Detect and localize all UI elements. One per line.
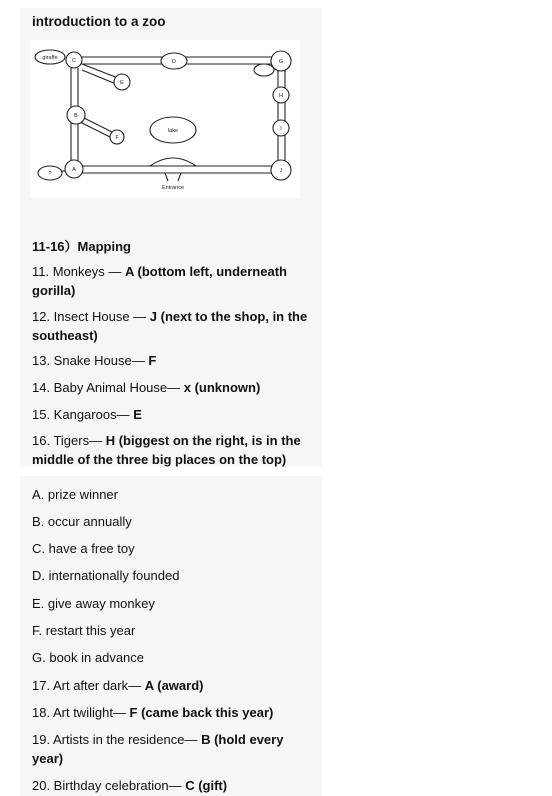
section-title: 11-16）Mapping bbox=[32, 239, 131, 254]
answer-prefix: 12. Insect House — bbox=[32, 309, 150, 324]
answer-17 bbox=[32, 676, 308, 695]
answer-value: x (unknown) bbox=[183, 380, 261, 395]
answer-prefix: 19. Artists in the residence— bbox=[32, 732, 202, 747]
zoo-map bbox=[30, 40, 300, 198]
answer-prefix: 18. Art twilight— bbox=[32, 705, 130, 720]
answer-value: E bbox=[133, 407, 142, 422]
map-label-g: G bbox=[278, 59, 284, 65]
answer-prefix: 16. Tigers— bbox=[32, 433, 106, 448]
answer-value: F bbox=[148, 353, 157, 368]
map-label-b: B bbox=[74, 113, 78, 119]
map-label-question: ? bbox=[48, 171, 52, 177]
option-g: G. book in advance bbox=[32, 650, 145, 665]
answer-prefix: 11. Monkeys — bbox=[32, 264, 125, 279]
answer-prefix: 15. Kangaroos— bbox=[32, 407, 134, 422]
map-label-d: D bbox=[172, 59, 176, 65]
answer-prefix: 20. Birthday celebration— bbox=[32, 778, 186, 793]
option-c: C. have a free toy bbox=[32, 541, 135, 556]
option-d: D. internationally founded bbox=[32, 568, 180, 583]
map-label-giraffe: giraffe bbox=[42, 55, 58, 61]
answer-value: A (award) bbox=[144, 678, 204, 693]
option-b: B. occur annually bbox=[32, 514, 132, 529]
answer-prefix: 17. Art after dark— bbox=[32, 678, 145, 693]
answer-11 bbox=[32, 262, 308, 300]
answer-18 bbox=[32, 703, 308, 722]
option-a: A. prize winner bbox=[32, 487, 118, 502]
map-label-e: E bbox=[120, 80, 124, 86]
map-label-entrance: Entrance bbox=[161, 185, 185, 191]
answer-value: H (biggest on the right, is in the middle of the three big places on the top) bbox=[32, 433, 301, 467]
map-label-c: C bbox=[72, 58, 76, 64]
map-label-lake: lake bbox=[167, 128, 179, 134]
answer-14 bbox=[32, 378, 308, 397]
answer-15 bbox=[32, 405, 308, 424]
page-heading: introduction to a zoo bbox=[32, 14, 166, 29]
map-label-a: A bbox=[72, 167, 76, 173]
map-label-j: J bbox=[279, 168, 283, 174]
answer-19 bbox=[32, 730, 308, 768]
map-label-h: H bbox=[279, 93, 283, 99]
map-label-i: I bbox=[280, 126, 282, 132]
map-node-g-shop bbox=[254, 64, 274, 76]
answer-13 bbox=[32, 351, 308, 370]
answer-20 bbox=[32, 776, 308, 795]
answer-16 bbox=[32, 431, 308, 469]
map-label-f: F bbox=[115, 135, 119, 141]
answer-value: B (hold every year) bbox=[32, 732, 284, 766]
option-f: F. restart this year bbox=[32, 623, 136, 638]
answer-value: A (bottom left, underneath gorilla) bbox=[32, 264, 287, 298]
answer-value: F (came back this year) bbox=[129, 705, 274, 720]
answer-prefix: 13. Snake House— bbox=[32, 353, 149, 368]
option-e: E. give away monkey bbox=[32, 596, 155, 611]
answer-12 bbox=[32, 307, 308, 345]
answer-value: C (gift) bbox=[185, 778, 228, 793]
answer-prefix: 14. Baby Animal House— bbox=[32, 380, 184, 395]
map-entrance-arch bbox=[150, 158, 196, 166]
answer-value: J (next to the shop, in the southeast) bbox=[32, 309, 308, 343]
